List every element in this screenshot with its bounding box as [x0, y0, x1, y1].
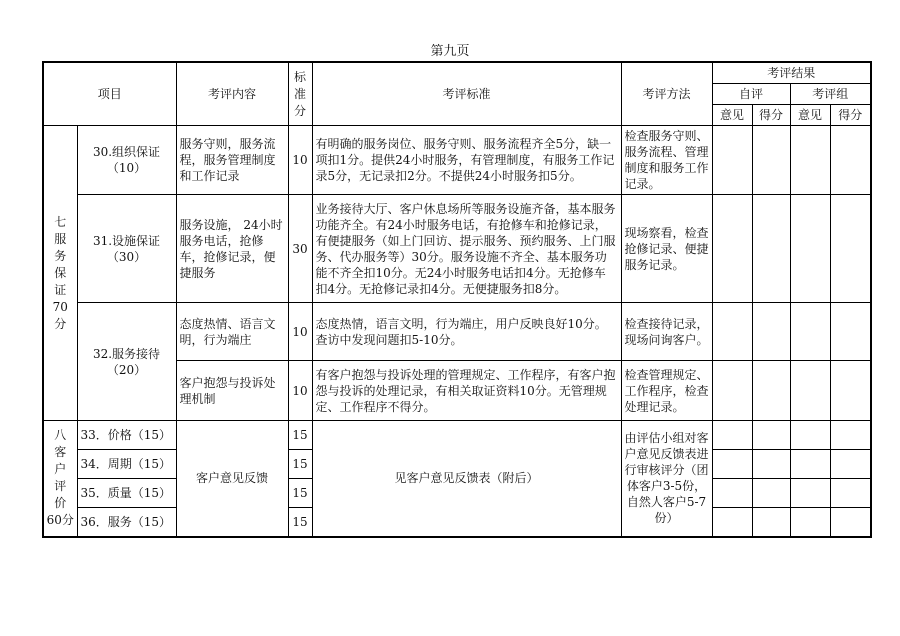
method-32b: 检查管理规定、工作程序，检查处理记录。 [621, 361, 712, 421]
group-score-cell[interactable] [830, 303, 871, 361]
sub-item-33: 33．价格（15） [77, 421, 176, 450]
self-score-cell[interactable] [752, 303, 790, 361]
group-score-cell[interactable] [830, 421, 871, 450]
header-group-opinion: 意见 [790, 105, 830, 126]
self-score-cell[interactable] [752, 421, 790, 450]
group-score-cell[interactable] [830, 361, 871, 421]
self-opinion-cell[interactable] [712, 508, 752, 537]
standard-feedback: 见客户意见反馈表（附后） [312, 421, 621, 537]
weight-31: 30 [288, 195, 312, 303]
header-group-eval: 考评组 [790, 84, 871, 105]
header-self-eval: 自评 [712, 84, 790, 105]
header-self-score: 得分 [752, 105, 790, 126]
group-opinion-cell[interactable] [790, 361, 830, 421]
sub-item-35: 35．质量（15） [77, 479, 176, 508]
header-weight: 标 准 分 [288, 62, 312, 126]
self-opinion-cell[interactable] [712, 361, 752, 421]
standard-30: 有明确的服务岗位、服务守则、服务流程齐全5分，缺一项扣1分。提供24小时服务，有管理制度，有服务工作记录5分，无记录扣2分。不提供24小时服务扣5分。 [312, 126, 621, 195]
group-opinion-cell[interactable] [790, 303, 830, 361]
group-score-cell[interactable] [830, 508, 871, 537]
group-opinion-cell[interactable] [790, 479, 830, 508]
self-score-cell[interactable] [752, 450, 790, 479]
self-opinion-cell[interactable] [712, 195, 752, 303]
group-score-cell[interactable] [830, 126, 871, 195]
header-item: 项目 [43, 62, 176, 126]
weight-30: 10 [288, 126, 312, 195]
self-opinion-cell[interactable] [712, 479, 752, 508]
header-self-opinion: 意见 [712, 105, 752, 126]
group-score-cell[interactable] [830, 479, 871, 508]
header-standard: 考评标准 [312, 62, 621, 126]
content-30: 服务守则，服务流程，服务管理制度和工作记录 [176, 126, 288, 195]
method-feedback: 由评估小组对客户意见反馈表进行审核评分（团体客户3-5份，自然人客户5-7份） [621, 421, 712, 537]
self-opinion-cell[interactable] [712, 303, 752, 361]
page-title: 第九页 [430, 44, 470, 59]
content-feedback: 客户意见反馈 [176, 421, 288, 537]
weight-33: 15 [288, 421, 312, 450]
self-opinion-cell[interactable] [712, 450, 752, 479]
standard-32a: 态度热情，语言文明，行为端庄，用户反映良好10分。查访中发现问题扣5-10分。 [312, 303, 621, 361]
sub-item-30: 30.组织保证（10） [77, 126, 176, 195]
sub-item-31: 31.设施保证（30） [77, 195, 176, 303]
group-score-cell[interactable] [830, 450, 871, 479]
self-score-cell[interactable] [752, 479, 790, 508]
standard-31: 业务接待大厅、客户休息场所等服务设施齐备，基本服务功能齐全。有24小时服务电话，有抢修车和抢修记录，有便捷服务（如上门回访、提示服务、预约服务、上门服务、代办服务等）30分。服务设施不齐全、基本服务功能不齐全扣10分。无24小时服务电话扣4分。无抢修车扣4分。无抢修记录扣4分。无便捷服务扣8分。 [312, 195, 621, 303]
sub-item-34: 34．周期（15） [77, 450, 176, 479]
weight-36: 15 [288, 508, 312, 537]
group-opinion-cell[interactable] [790, 195, 830, 303]
content-32a: 态度热情、语言文明，行为端庄 [176, 303, 288, 361]
section7-label: 七 服 务 保 证 70 分 [43, 126, 77, 421]
weight-35: 15 [288, 479, 312, 508]
weight-32b: 10 [288, 361, 312, 421]
header-group-score: 得分 [830, 105, 871, 126]
self-score-cell[interactable] [752, 508, 790, 537]
self-score-cell[interactable] [752, 195, 790, 303]
method-31: 现场察看，检查抢修记录、便捷服务记录。 [621, 195, 712, 303]
method-32a: 检查接待记录，现场问询客户。 [621, 303, 712, 361]
weight-34: 15 [288, 450, 312, 479]
weight-32a: 10 [288, 303, 312, 361]
group-opinion-cell[interactable] [790, 508, 830, 537]
group-opinion-cell[interactable] [790, 450, 830, 479]
header-content: 考评内容 [176, 62, 288, 126]
self-score-cell[interactable] [752, 126, 790, 195]
content-31: 服务设施， 24小时服务电话，抢修车，抢修记录，便捷服务 [176, 195, 288, 303]
group-score-cell[interactable] [830, 195, 871, 303]
standard-32b: 有客户抱怨与投诉处理的管理规定、工作程序，有客户抱怨与投诉的处理记录，有相关取证资料10分。无管理规定、工作程序不得分。 [312, 361, 621, 421]
sub-item-36: 36．服务（15） [77, 508, 176, 537]
evaluation-table [42, 61, 872, 538]
self-opinion-cell[interactable] [712, 126, 752, 195]
header-result: 考评结果 [712, 62, 871, 84]
header-method: 考评方法 [621, 62, 712, 126]
self-score-cell[interactable] [752, 361, 790, 421]
content-32b: 客户抱怨与投诉处理机制 [176, 361, 288, 421]
group-opinion-cell[interactable] [790, 126, 830, 195]
group-opinion-cell[interactable] [790, 421, 830, 450]
section8-label: 八 客 户 评 价 60分 [43, 421, 77, 537]
self-opinion-cell[interactable] [712, 421, 752, 450]
sub-item-32: 32.服务接待（20） [77, 303, 176, 421]
method-30: 检查服务守则、服务流程、管理制度和服务工作记录。 [621, 126, 712, 195]
